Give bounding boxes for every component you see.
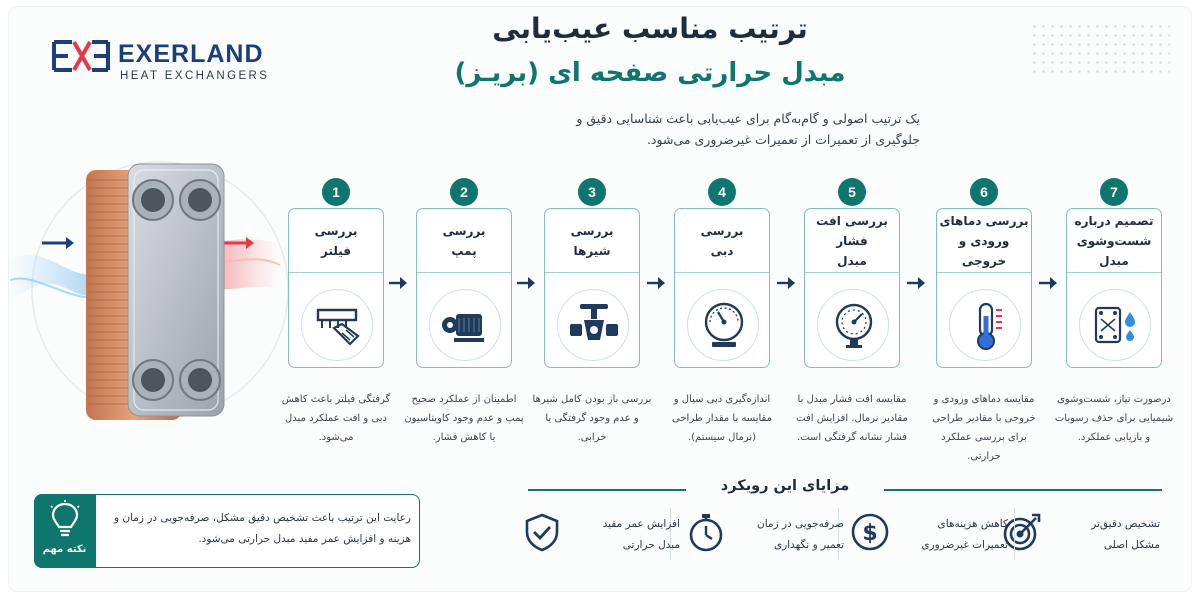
step-title: بررسی دبی xyxy=(675,209,769,273)
exerland-logo-icon xyxy=(52,38,110,74)
step-7 xyxy=(1054,178,1174,464)
benefits-divider-right xyxy=(884,489,1162,491)
arrow-right-icon xyxy=(646,276,666,290)
filter-icon xyxy=(312,300,364,352)
step-card xyxy=(936,208,1032,368)
benefit-item xyxy=(522,508,680,570)
step-number: 2 xyxy=(450,178,478,206)
benefit-line2: مشکل اصلی xyxy=(1103,539,1160,551)
valve-icon xyxy=(568,300,620,352)
flow-meter-icon xyxy=(698,300,750,352)
benefit-line1: تشخیص دقیق‌تر xyxy=(1091,518,1160,530)
step-number: 4 xyxy=(708,178,736,206)
benefit-line1: صرفه‌جویی در زمان xyxy=(757,518,844,530)
benefit-item xyxy=(850,508,1008,570)
step-title: بررسی دماهای ورودی و خروجی xyxy=(937,209,1031,273)
step-description: اندازه‌گیری دبی سیال و مقایسه با مقدار طراحی (نرمال سیستم). xyxy=(672,394,772,443)
important-note xyxy=(34,494,420,568)
arrow-right-icon xyxy=(388,276,408,290)
arrow-right-icon xyxy=(776,276,796,290)
benefits-title: مزایای این رویکرد xyxy=(720,478,850,494)
note-badge xyxy=(34,494,96,568)
lightbulb-icon xyxy=(49,500,81,542)
target-icon xyxy=(1002,512,1042,552)
step-description: مقایسه افت فشار مبدل با مقادیر نرمال. افزایش افت فشار نشانه گرفتگی است. xyxy=(796,394,908,443)
step-2 xyxy=(404,178,524,464)
step-card xyxy=(416,208,512,368)
arrow-right-icon xyxy=(906,276,926,290)
arrow-right-icon xyxy=(1038,276,1058,290)
brand-logo xyxy=(52,38,292,88)
step-card xyxy=(544,208,640,368)
dollar-icon xyxy=(850,512,890,552)
separator xyxy=(1014,508,1015,560)
benefit-line2: تعمیر و نگهداری xyxy=(773,539,844,551)
stopwatch-icon xyxy=(686,512,726,552)
step-3 xyxy=(532,178,652,464)
step-6 xyxy=(932,178,1036,464)
page-title: ترتیب مناسب عیب‌یابی xyxy=(492,12,808,45)
brand-name: EXERLAND xyxy=(118,40,264,68)
intro-paragraph: یک ترتیب اصولی و گام‌به‌گام برای عیب‌یابی باعث شناسایی دقیق و جلوگیری از تعمیرات از تعمیرات غیرضروری می‌شود. xyxy=(576,111,920,147)
step-title: بررسی افت فشار مبدل xyxy=(805,209,899,273)
step-title: بررسی فیلتر xyxy=(289,209,383,273)
step-title: بررسی شیرها xyxy=(545,209,639,273)
note-label: نکته مهم xyxy=(42,543,87,555)
step-description: اطمینان از عملکرد صحیح پمپ و عدم وجود کاویتاسیون یا کاهش فشار. xyxy=(404,394,524,443)
benefit-item xyxy=(1002,508,1160,570)
step-5 xyxy=(796,178,908,464)
step-number: 6 xyxy=(970,178,998,206)
svg-text:$: $ xyxy=(862,521,878,546)
step-description: درصورت نیاز، شست‌وشوی شیمیایی برای حذف رسوبات و بازیابی عملکرد. xyxy=(1054,394,1174,443)
step-card xyxy=(1066,208,1162,368)
thermometer-icon xyxy=(960,300,1012,352)
step-4 xyxy=(674,178,770,464)
benefit-item xyxy=(686,508,844,570)
pressure-gauge-icon xyxy=(828,300,880,352)
step-card xyxy=(288,208,384,368)
brand-tagline: HEAT EXCHANGERS xyxy=(120,70,270,82)
step-card xyxy=(804,208,900,368)
arrow-right-icon xyxy=(516,276,536,290)
step-card xyxy=(674,208,770,368)
step-number: 5 xyxy=(838,178,866,206)
step-1 xyxy=(281,178,391,464)
step-number: 3 xyxy=(578,178,606,206)
plate-exchanger-droplets-icon xyxy=(1090,300,1142,352)
step-number: 1 xyxy=(322,178,350,206)
benefits-divider-left xyxy=(528,489,686,491)
page-subtitle: مبدل حرارتی صفحه ای (بریـز) xyxy=(454,58,846,88)
step-title: تصمیم درباره شست‌وشوی مبدل xyxy=(1067,209,1161,273)
decorative-dot-grid xyxy=(1030,22,1170,74)
step-number: 7 xyxy=(1100,178,1128,206)
benefit-line1: کاهش هزینه‌های xyxy=(937,518,1008,530)
benefit-line2: مبدل حرارتی xyxy=(622,539,680,551)
step-title: بررسی پمپ xyxy=(417,209,511,273)
benefit-line1: افزایش عمر مفید xyxy=(602,518,680,530)
shield-check-icon xyxy=(522,512,562,552)
plate-heat-exchanger-illustration xyxy=(10,140,290,460)
note-text: رعایت این ترتیب باعث تشخیص دقیق مشکل، صرفه‌جویی در زمان و هزینه و افزایش عمر مفید مبدل حرارتی می‌شود. xyxy=(113,512,411,545)
step-description: مقایسه دماهای ورودی و خروجی با مقادیر طراحی برای بررسی عملکرد حرارتی. xyxy=(932,394,1036,462)
pump-icon xyxy=(440,300,492,352)
step-description: بررسی باز بودن کامل شیرها و عدم وجود گرفتگی یا خرابی. xyxy=(532,394,652,443)
step-description: گرفتگی فیلتر باعث کاهش دبی و افت عملکرد مبدل می‌شود. xyxy=(281,394,391,443)
benefit-line2: تعمیرات غیرضروری xyxy=(921,539,1008,551)
